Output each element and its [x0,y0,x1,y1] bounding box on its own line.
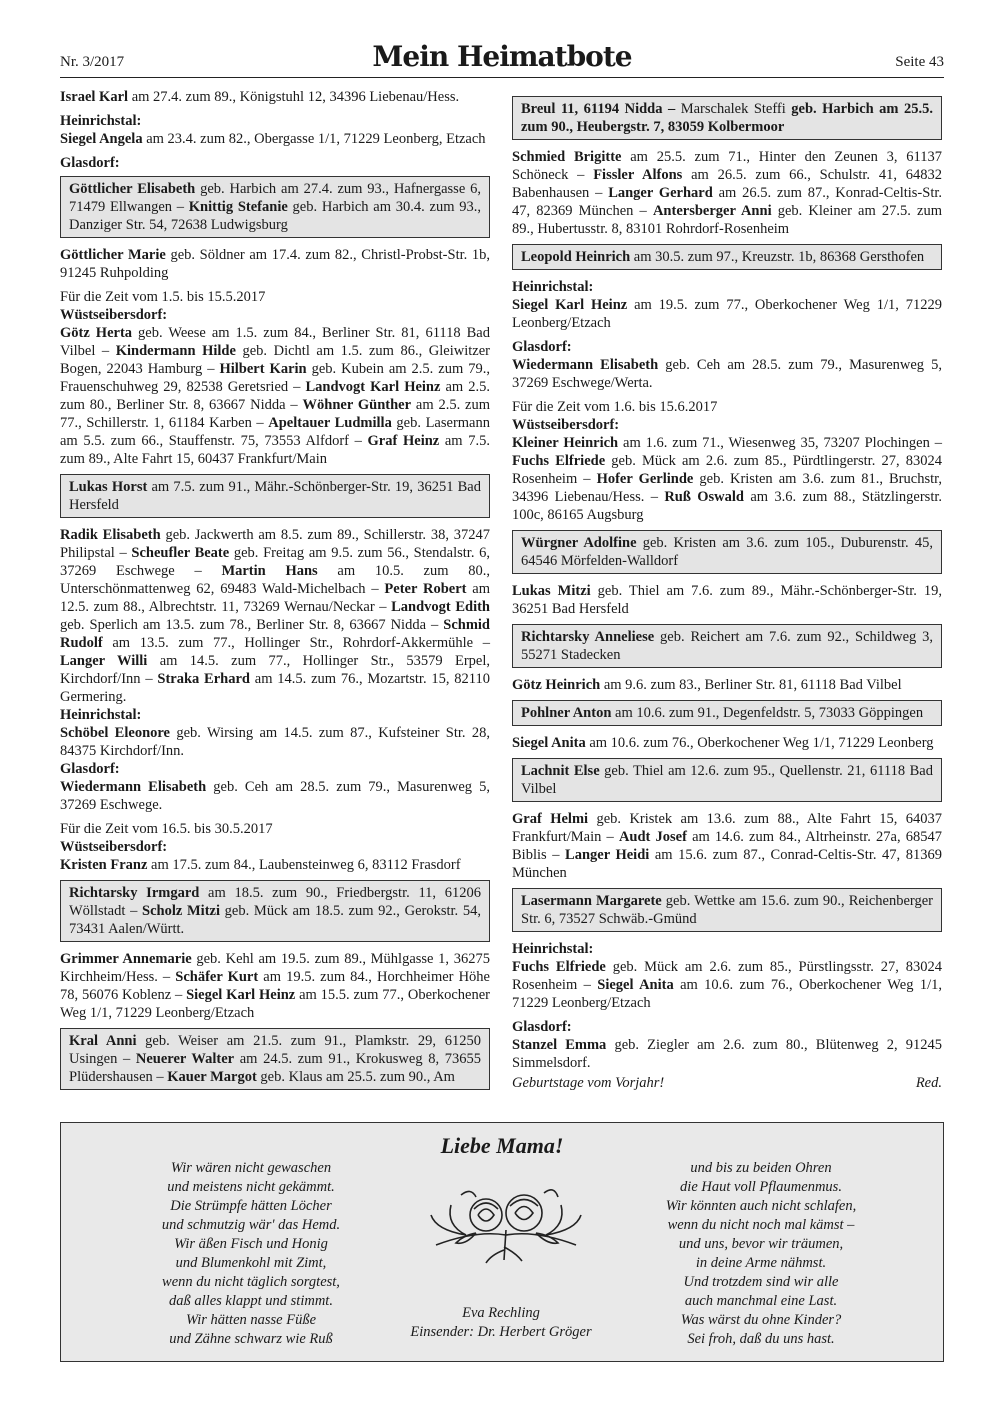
entry-details: am 14.5. zum 76., Mozartstr. 15, 82110 Germering. [60,671,490,705]
birthday-entry [60,724,490,760]
entry-details: am 25.5. zum 71., Hinter den Zeunen 3, 61137 Schöneck – [512,149,942,183]
person-name: Wiedermann Elisabeth [60,779,207,795]
person-name: Richtarsky Irmgard [69,885,200,901]
entry-details: geb. Sperlich am 13.5. zum 78., Berliner Str. 8, 63667 Nidda – [60,617,444,633]
poem-box [60,1122,944,1362]
entry-details: am 10.5. zum 80., Unterschönmattenweg 62, 69483 Wald-Michelbach – [60,563,490,597]
entry-details: am 14.5. zum 77., Hollinger Str., 53579 Erpel, Kirchdorf/Inn – [60,653,491,687]
poem-line: Wir hätten nasse Füße [185,1312,317,1328]
entry-details: am 26.5. zum 87., Konrad-Celtis-Str. 47, 82369 München – [512,185,943,219]
period-intro: Für die Zeit vom 1.6. bis 15.6.2017 [512,399,718,415]
entry-details: geb. Freitag am 9.5. zum 56., Stendalstr. 6, 37269 Eschwege – [60,545,491,579]
highlight-box [60,1028,490,1090]
poem-line: Und trotzdem sind wir alle [683,1274,839,1290]
entry-details: geb. Kristen am 3.6. zum 105., Duburenstr. 45, 64546 Mörfelden-Walldorf [521,535,933,569]
poem-author: Eva Rechling [462,1305,540,1321]
entry-details: am 18.5. zum 90., Friedbergstr. 11, 61206 Wöllstadt – [69,885,481,919]
place-heading: Wüstseibersdorf: [512,417,620,433]
birthday-entry [60,526,490,706]
period-intro: Für die Zeit vom 16.5. bis 30.5.2017 [60,821,273,837]
person-name: Kauer Margot [167,1069,257,1085]
entry-details: geb. Thiel am 7.6. zum 89., Mähr.-Schönberger-Str. 19, 36251 Bad Hersfeld [512,583,942,617]
birthday-entry [60,778,490,814]
person-name: Siegel Angela [60,131,143,147]
poem-sender: Einsender: Dr. Herbert Gröger [410,1324,592,1340]
poem-line: Wir könnten auch nicht schlafen, [665,1198,857,1214]
entry-details: geb. Mück am 2.6. zum 85., Pürdtlingerstr. 27, 83024 Rosenheim – [512,453,943,487]
birthday-entry [60,324,490,468]
person-name: Wiedermann Elisabeth [512,357,659,373]
entry-details: geb. Klaus am 25.5. zum 90., Am [256,1069,455,1085]
place-heading: Glasdorf: [512,1019,572,1035]
highlight-box [512,624,942,668]
place-heading: Glasdorf: [60,155,120,171]
poem-line: und Zähne schwarz wie Ruß [169,1331,333,1347]
person-name: Fuchs Elfriede [512,453,606,469]
entry-details: am 12.5. zum 88., Albrechtstr. 11, 73269 Wernau/Neckar – [60,581,491,615]
entry-details: geb. Harbich am 30.4. zum 93., Danziger Str. 54, 72638 Ludwigsburg [69,199,481,233]
person-name: Neuerer Walter [135,1051,235,1067]
entry-details: geb. Kristek am 13.6. zum 88., Alte Fahrt 15, 64037 Frankfurt/Main – [512,811,942,845]
entry-details: am 14.6. zum 84., Altrheinstr. 27a, 68547 Biblis – [512,829,942,863]
person-name: Schöbel Eleonore [60,725,170,741]
place-heading: Heinrichstal: [60,113,142,129]
highlight-box [512,244,942,270]
entry-details: am 7.5. zum 89., Alte Fahrt 15, 60437 Frankfurt/Main [60,433,490,467]
entry-details: am 2.5. zum 77., Schillerstr. 1, 61184 Karben – [60,397,491,431]
poem-line: wenn du nicht täglich sorgtest, [162,1274,340,1290]
entry-details: am 10.6. zum 91., Degenfeldstr. 5, 73033 Göppingen [611,705,924,721]
entry-details: geb. Reichert am 7.6. zum 92., Schildweg 3, 55271 Stadecken [521,629,934,663]
birthday-entry [512,810,942,882]
place-heading: Heinrichstal: [512,941,594,957]
issue-number: Nr. 3/2017 [60,54,125,70]
entry-details: geb. Jackwerth am 8.5. zum 89., Schillerstr. 38, 37247 Philipstal – [60,527,490,561]
entry-details: am 15.5. zum 77., Oberkochener Weg 1/1, 71229 Leonberg/Etzach [60,987,490,1021]
poem-line: Wir äßen Fisch und Honig [174,1236,328,1252]
poem-line: die Haut voll Pflaumenmus. [680,1179,842,1195]
footnote-row [512,1074,942,1092]
birthday-entry [60,856,490,874]
person-name: Göttlicher Elisabeth [69,181,196,197]
entry-details: am 17.5. zum 84., Laubensteinweg 6, 83112 Frasdorf [147,857,461,873]
poem-line: Wir wären nicht gewaschen [170,1160,332,1176]
person-name: Scheufler Beate [131,545,230,561]
entry-details: am 23.4. zum 82., Obergasse 1/1, 71229 Leonberg, Etzach [142,131,486,147]
person-name: Antersberger Anni [652,203,772,219]
person-name: Schmied Brigitte [512,149,622,165]
person-name: Straka Erhard [157,671,250,687]
poem-line: Sei froh, daß du uns hast. [687,1331,835,1347]
person-name: Wöhner Günther [302,397,412,413]
person-name: Apeltauer Ludmilla [268,415,392,431]
person-name: Martin Hans [221,563,318,579]
entry-details: am 19.5. zum 84., Horchheimer Höhe 78, 56076 Koblenz – [60,969,490,1003]
entry-details: geb. Wirsing am 14.5. zum 87., Kufsteiner Str. 28, 84375 Kirchdorf/Inn. [60,725,490,759]
highlight-box [512,700,942,726]
poem-line: in deine Arme nähmst. [695,1255,827,1271]
poem-title: Liebe Mama! [440,1133,564,1158]
highlight-box [512,530,942,574]
poem-left-stanza [126,1159,376,1349]
entry-details: geb. Weiser am 21.5. zum 91., Plamkstr. 29, 61250 Usingen – [69,1033,481,1067]
person-name: Audt Josef [618,829,687,845]
person-name: Radik Elisabeth [60,527,161,543]
poem-line: und Blumenkohl mit Zimt, [175,1255,327,1271]
right-column [512,88,942,1092]
poem-line: und bis zu beiden Ohren [690,1160,832,1176]
person-name: Siegel Anita [597,977,674,993]
entry-details: geb. Wettke am 15.6. zum 90., Reichenberger Str. 6, 73527 Schwäb.-Gmünd [521,893,933,927]
person-name: Siegel Karl Heinz [186,987,296,1003]
person-name: Lachnit Else [521,763,600,779]
highlight-box [60,176,490,238]
poem-line: und schmutzig wär' das Hemd. [161,1217,341,1233]
entry-details: geb. Mück am 2.6. zum 85., Pürstlingsstr. 27, 83024 Rosenheim – [512,959,942,993]
entry-details: am 30.5. zum 97., Kreuzstr. 1b, 86368 Gersthofen [630,249,925,265]
entry-details: am 3.6. zum 88., Stätzlingerstr. 100c, 86165 Augsburg [512,489,943,523]
person-name: Kindermann Hilde [115,343,236,359]
person-name: Langer Gerhard [608,185,713,201]
person-name: Langer Willi [60,653,148,669]
person-name: Knittig Stefanie [188,199,288,215]
person-name: Breul 11, 61194 Nidda – [521,101,681,117]
place-heading: Wüstseibersdorf: [60,307,168,323]
person-name: Ruß Oswald [664,489,744,505]
entry-details: geb. Lasermann am 5.5. zum 66., Stauffenstr. 75, 73553 Alfdorf – [60,415,490,449]
poem-line: und uns, bevor wir träumen, [678,1236,844,1252]
person-name: Hilbert Karin [219,361,307,377]
person-name: Götz Heinrich [512,677,601,693]
entry-details: geb. Kristen am 3.6. zum 81., Bruchstr, 34396 Liebenau/Hess. – [512,471,942,505]
birthday-entry [512,958,942,1012]
birthday-entry [512,296,942,332]
entry-details: am 2.5. zum 80., Berliner Str. 8, 63667 Nidda – [60,379,490,413]
person-name: Kral Anni [69,1033,137,1049]
highlight-box [512,758,942,802]
editor-signature: Red. [915,1075,942,1091]
person-name: Kristen Franz [60,857,148,873]
place-heading: Heinrichstal: [60,707,142,723]
birthday-entry [512,356,942,392]
entry-details: geb. Mück am 18.5. zum 92., Gerokstr. 54, 73431 Aalen/Württ. [69,903,481,937]
period-intro: Für die Zeit vom 1.5. bis 15.5.2017 [60,289,266,305]
entry-details: geb. Kehl am 19.5. zum 89., Mühlgasse 1, 36275 Kirchheim/Hess. – [60,951,490,985]
birthday-entry [60,950,490,1022]
person-name: Siegel Anita [512,735,586,751]
person-name: Lukas Mitzi [512,583,591,599]
poem-line: wenn du nicht noch mal kämst – [667,1217,855,1233]
person-name: Lasermann Margarete [521,893,662,909]
entry-details: am 26.5. zum 66., Schulstr. 41, 64832 Babenhausen – [512,167,942,201]
entry-details: geb. Harbich am 27.4. zum 93., Hafnergasse 6, 71479 Ellwangen – [69,181,481,215]
highlight-box [60,880,490,942]
person-name: Richtarsky Anneliese [521,629,655,645]
entry-details: geb. Kubein am 2.5. zum 79., Frauenschuhweg 29, 82538 Geretsried – [60,361,490,395]
entry-details: am 1.6. zum 71., Wiesenweg 35, 73207 Plochingen – [618,435,943,451]
masthead-logo: Mein Heimatbote [372,40,632,73]
entry-details: am 10.6. zum 76., Oberkochener Weg 1/1, 71229 Leonberg/Etzach [512,977,942,1011]
person-name: Schäfer Kurt [175,969,259,985]
person-name: Siegel Karl Heinz [512,297,628,313]
entry-details: am 19.5. zum 77., Oberkochener Weg 1/1, 71229 Leonberg/Etzach [512,297,942,331]
birthday-entry [60,246,490,282]
person-name: Fuchs Elfriede [512,959,606,975]
person-name: Hofer Gerlinde [596,471,694,487]
entry-details: am 27.4. zum 89., Königstuhl 12, 34396 Liebenau/Hess. [128,89,460,105]
entry-details: am 15.6. zum 87., Conrad-Celtis-Str. 47, 81369 München [512,847,942,881]
person-name: Schmid Rudolf [60,617,490,651]
person-name: Lukas Horst [69,479,148,495]
header-rule [60,77,944,78]
entry-details: geb. Kleiner am 27.5. zum 89., Hubertusstr. 8, 83101 Rohrdorf-Rosenheim [512,203,942,237]
entry-details: geb. Thiel am 12.6. zum 95., Quellenstr. 21, 61118 Bad Vilbel [521,763,933,797]
place-heading: Heinrichstal: [512,279,594,295]
person-name: Langer Heidi [565,847,650,863]
entry-details: Marschalek Steffi [680,101,786,117]
birthday-entry [60,130,490,148]
person-name: Fissler Alfons [593,167,683,183]
highlight-box [60,474,490,518]
birthday-entry [512,582,942,618]
entry-details: am 9.6. zum 83., Berliner Str. 81, 61118 Bad Vilbel [600,677,902,693]
page-header [60,40,944,78]
person-name: Landvogt Karl Heinz [305,379,441,395]
poem-right-stanza [636,1159,886,1349]
person-name: Leopold Heinrich [521,249,631,265]
person-name: Pohlner Anton [521,705,612,721]
poem-line: daß alles klappt und stimmt. [169,1293,333,1309]
person-name: Stanzel Emma [512,1037,607,1053]
place-heading: Wüstseibersdorf: [60,839,168,855]
place-heading: Glasdorf: [60,761,120,777]
person-name: Graf Helmi [512,811,589,827]
birthday-entry [512,434,942,524]
entry-details: geb. Dichtl am 1.5. zum 86., Gleiwitzer Bogen, 22043 Hamburg – [60,343,491,377]
poem-line: auch manchmal eine Last. [684,1293,838,1309]
person-name: Israel Karl [60,89,129,105]
rose-illustration-icon [416,1175,596,1265]
entry-details: geb. Ceh am 28.5. zum 79., Masurenweg 5, 37269 Eschwege. [60,779,490,813]
page-number: Seite 43 [895,54,944,70]
footnote: Geburtstage vom Vorjahr! [512,1075,665,1091]
place-heading: Glasdorf: [512,339,572,355]
person-name: geb. Harbich am 25.5. zum 90., Heubergstr. 7, 83059 Kolbermoor [521,101,934,135]
entry-details: geb. Ziegler am 2.6. zum 80., Blütenweg 2, 91245 Simmelsdorf. [512,1037,942,1071]
person-name: Peter Robert [384,581,467,597]
person-name: Göttlicher Marie [60,247,166,263]
person-name: Graf Heinz [367,433,440,449]
entry-details: am 24.5. zum 91., Krokusweg 8, 73655 Plüdershausen – [69,1051,481,1085]
poem-line: Die Strümpfe hätten Löcher [170,1198,332,1214]
highlight-box [512,96,942,140]
highlight-box [512,888,942,932]
birthday-entry [512,734,942,752]
person-name: Kleiner Heinrich [512,435,619,451]
person-name: Götz Herta [60,325,133,341]
person-name: Grimmer Annemarie [60,951,192,967]
birthday-entry [512,148,942,238]
entry-details: geb. Söldner am 17.4. zum 82., Christl-Probst-Str. 1b, 91245 Ruhpolding [60,247,490,281]
person-name: Landvogt Edith [391,599,490,615]
poem-line: und meistens nicht gekämmt. [167,1179,335,1195]
birthday-entry [512,1036,942,1072]
entry-details: geb. Weese am 1.5. zum 84., Berliner Str. 81, 61118 Bad Vilbel – [60,325,490,359]
person-name: Würgner Adolfine [521,535,637,551]
entry-details: am 13.5. zum 77., Hollinger Str., Rohrdorf-Akkermühle – [102,635,490,651]
birthday-entry [512,676,942,694]
birthday-entry [60,88,490,106]
poem-line: Was wärst du ohne Kinder? [680,1312,842,1328]
left-column [60,88,490,1098]
person-name: Scholz Mitzi [142,903,220,919]
entry-details: am 7.5. zum 91., Mähr.-Schönberger-Str. 19, 36251 Bad Hersfeld [69,479,481,513]
entry-details: am 10.6. zum 76., Oberkochener Weg 1/1, 71229 Leonberg [585,735,934,751]
entry-details: geb. Ceh am 28.5. zum 79., Masurenweg 5, 37269 Eschwege/Werta. [512,357,942,391]
